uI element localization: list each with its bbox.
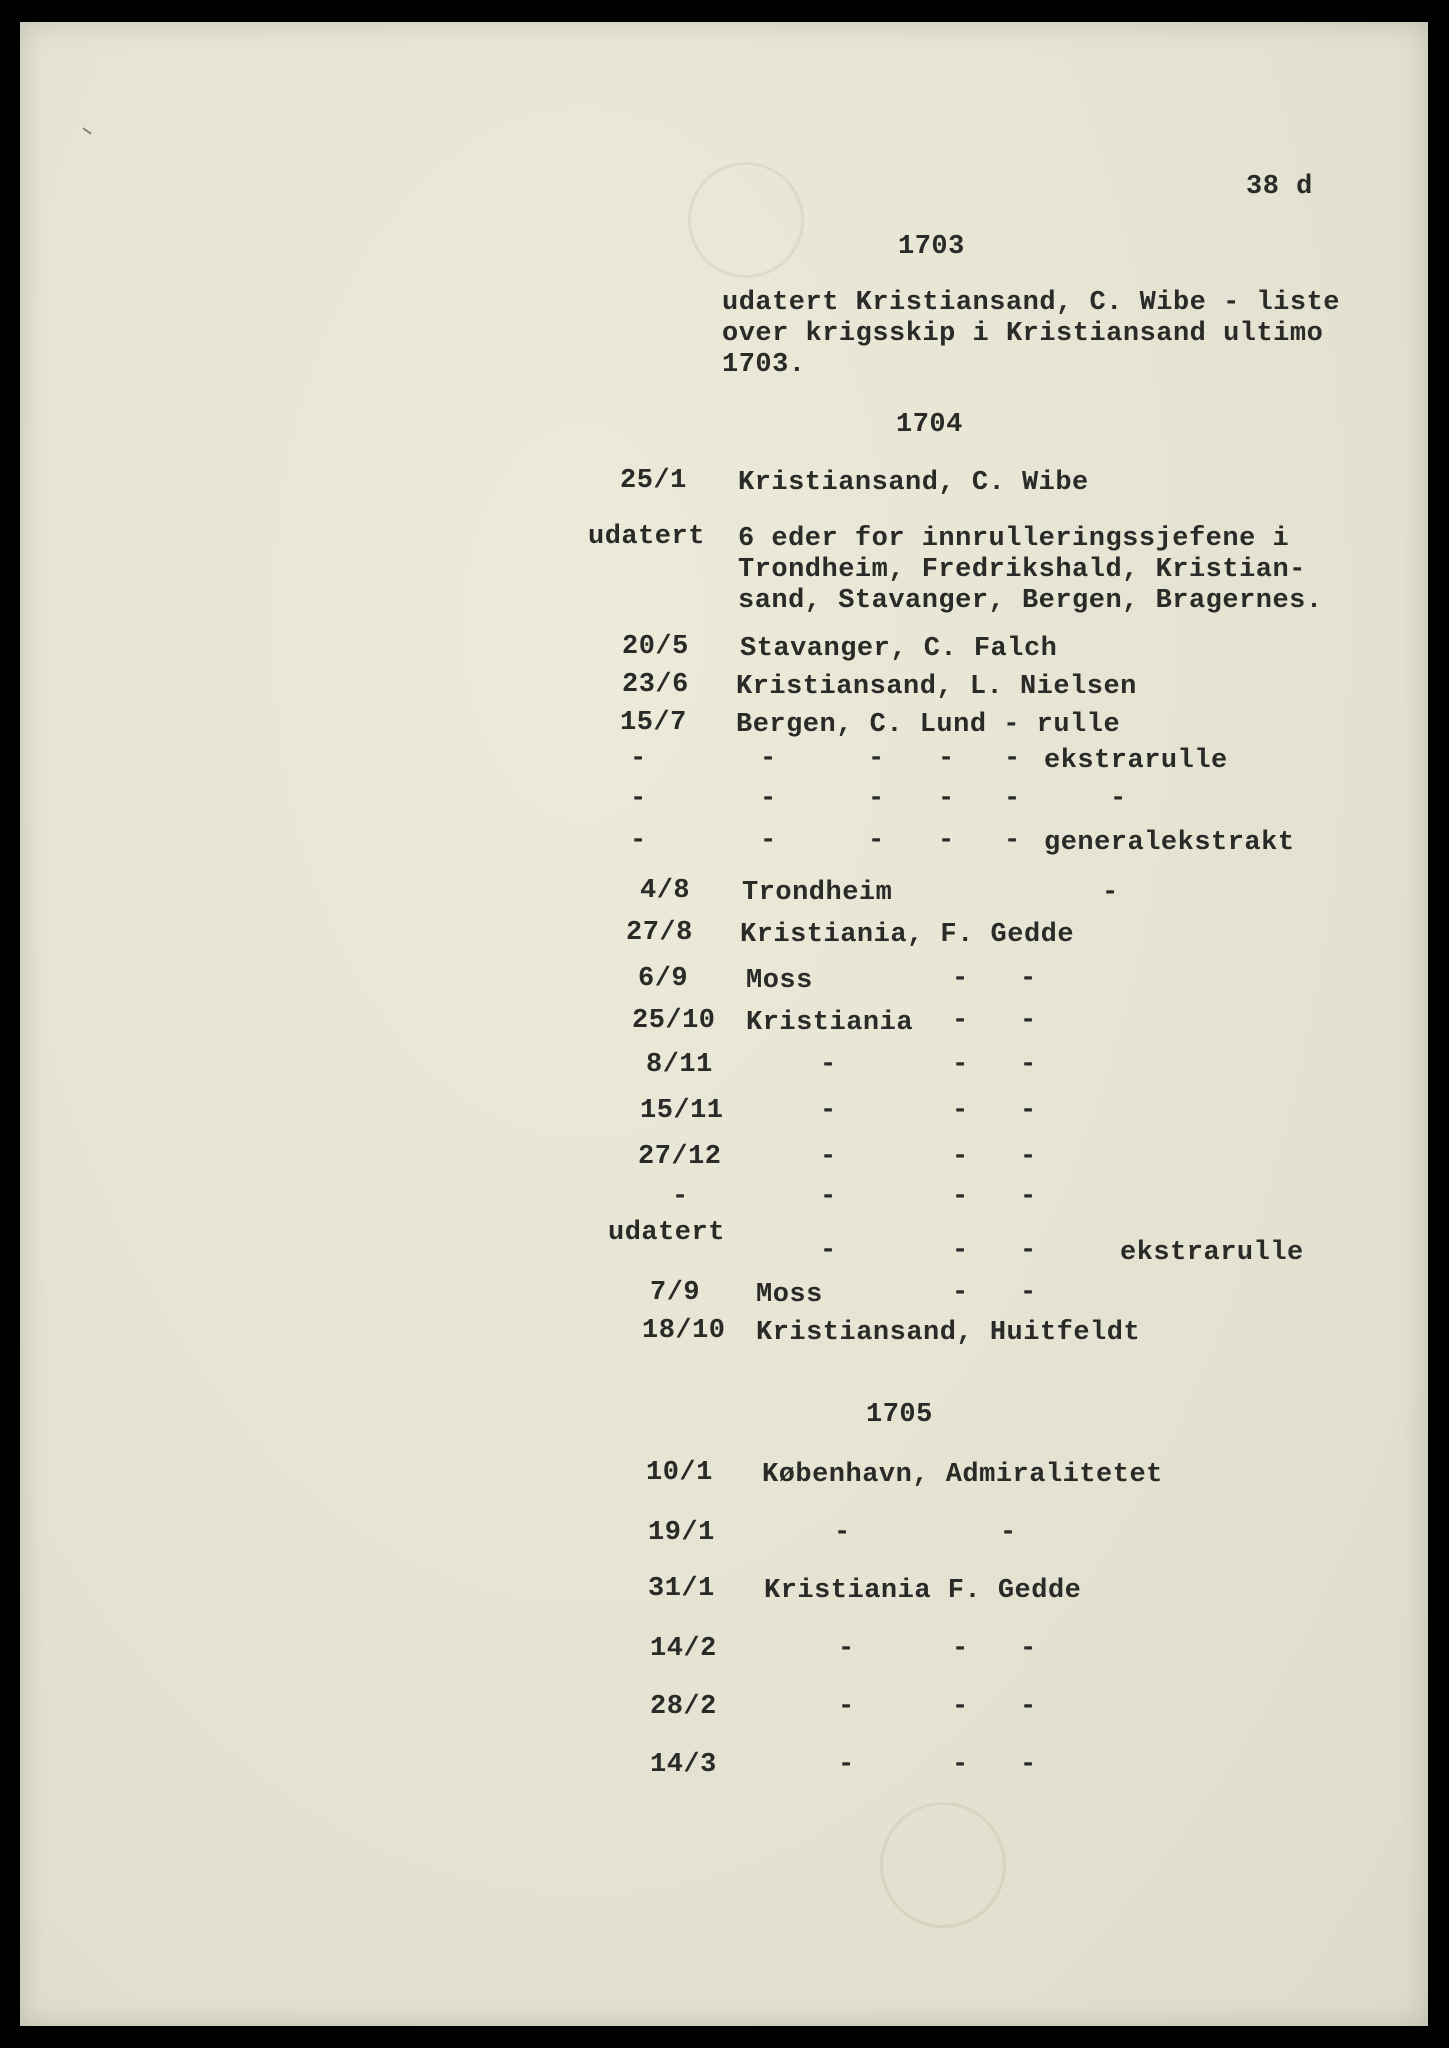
ditto-mark: - [1110,784,1127,814]
entry-date: 18/10 [642,1316,726,1346]
ditto-mark: - [952,1142,969,1172]
ditto-mark: - [672,1182,689,1212]
entry-date: udatert [588,522,705,552]
ditto-mark: - [952,1634,969,1664]
entry-date: 14/3 [650,1750,717,1780]
entry-text: Moss [756,1280,823,1310]
ditto-mark: - [952,1050,969,1080]
ditto-mark: - [1000,1518,1017,1548]
pen-mark [82,127,91,134]
ditto-mark: - [820,1182,837,1212]
entry-date: 23/6 [622,670,689,700]
ditto-mark: - [760,826,777,856]
ditto-mark: - [838,1634,855,1664]
ditto-mark: - [952,1278,969,1308]
entry-text: Trondheim [742,878,893,908]
entry-text: ekstrarulle [1120,1238,1304,1268]
ditto-mark: - [952,964,969,994]
entry-date: 7/9 [650,1278,701,1308]
ditto-mark: - [1020,1050,1037,1080]
entry-text: Kristiania, F. Gedde [740,920,1075,950]
ditto-mark: - [868,744,885,774]
entry-text: Bergen, C. Lund - rulle [736,710,1121,740]
entry-text: Kristiansand, L. Nielsen [736,672,1137,702]
page-number: 38 d [1246,172,1313,202]
entry-date: 19/1 [648,1518,715,1548]
ditto-mark: - [952,1236,969,1266]
ditto-mark: - [1004,784,1021,814]
ditto-mark: - [938,784,955,814]
entry-date: 27/12 [638,1142,722,1172]
ditto-mark: - [820,1142,837,1172]
ditto-mark: - [952,1692,969,1722]
ditto-mark: - [1020,1278,1037,1308]
entry-text: Kristiania [746,1008,914,1038]
ditto-mark: - [868,784,885,814]
entry-date: 8/11 [646,1050,713,1080]
ditto-mark: - [1020,1750,1037,1780]
entry-text: ekstrarulle [1044,746,1228,776]
entry-text: Stavanger, C. Falch [740,634,1058,664]
entry-date: 10/1 [646,1458,713,1488]
entry-date: 27/8 [626,918,693,948]
ditto-mark: - [1102,878,1119,908]
entry-date: 31/1 [648,1574,715,1604]
entry-text: Kristiania F. Gedde [764,1576,1082,1606]
ditto-mark: - [820,1236,837,1266]
ditto-mark: - [1020,1142,1037,1172]
entry-text: Moss [746,966,813,996]
ditto-mark: - [938,826,955,856]
year-heading-1705: 1705 [866,1400,933,1430]
faint-stamp-2 [880,1802,1006,1928]
ditto-mark: - [938,744,955,774]
document-page [20,22,1428,2026]
ditto-mark: - [760,784,777,814]
entry-text: 6 eder for innrulleringssjefene i Trondheim, Fredrikshald, Kristian- sand, Stavanger, Bergen, Bragernes. [738,524,1323,616]
ditto-mark: - [1020,964,1037,994]
ditto-mark: - [834,1518,851,1548]
entry-date: 25/1 [620,466,687,496]
entry-text: Kristiansand, C. Wibe [738,468,1089,498]
entry-text: København, Admiralitetet [762,1460,1163,1490]
ditto-mark: - [952,1096,969,1126]
entry-date: 4/8 [640,876,691,906]
entry-text: Kristiansand, Huitfeldt [756,1318,1141,1348]
entry-date: - [630,826,647,856]
ditto-mark: - [820,1050,837,1080]
ditto-mark: - [1004,826,1021,856]
entry-date: udatert [608,1218,725,1248]
ditto-mark: - [760,744,777,774]
ditto-mark: - [1020,1182,1037,1212]
ditto-mark: - [1020,1006,1037,1036]
year-heading-1704: 1704 [896,410,963,440]
ditto-mark: - [838,1692,855,1722]
entry-date: 6/9 [638,964,689,994]
ditto-mark: - [868,826,885,856]
ditto-mark: - [1020,1096,1037,1126]
year-heading-1703: 1703 [898,232,965,262]
entry-1703-intro: udatert Kristiansand, C. Wibe - liste over krigsskip i Kristiansand ultimo 1703. [722,288,1340,380]
entry-date: 20/5 [622,632,689,662]
ditto-mark: - [1004,744,1021,774]
ditto-mark: - [1020,1692,1037,1722]
entry-date: 15/7 [620,708,687,738]
entry-date: 14/2 [650,1634,717,1664]
entry-date: - [630,784,647,814]
entry-date: 28/2 [650,1692,717,1722]
ditto-mark: - [952,1006,969,1036]
entry-date: 25/10 [632,1006,716,1036]
entry-date: 15/11 [640,1096,724,1126]
faint-stamp [688,162,804,278]
ditto-mark: - [820,1096,837,1126]
ditto-mark: - [1020,1236,1037,1266]
ditto-mark: - [952,1182,969,1212]
ditto-mark: - [952,1750,969,1780]
ditto-mark: - [1020,1634,1037,1664]
entry-text: generalekstrakt [1044,828,1295,858]
ditto-mark: - [838,1750,855,1780]
entry-date: - [630,744,647,774]
